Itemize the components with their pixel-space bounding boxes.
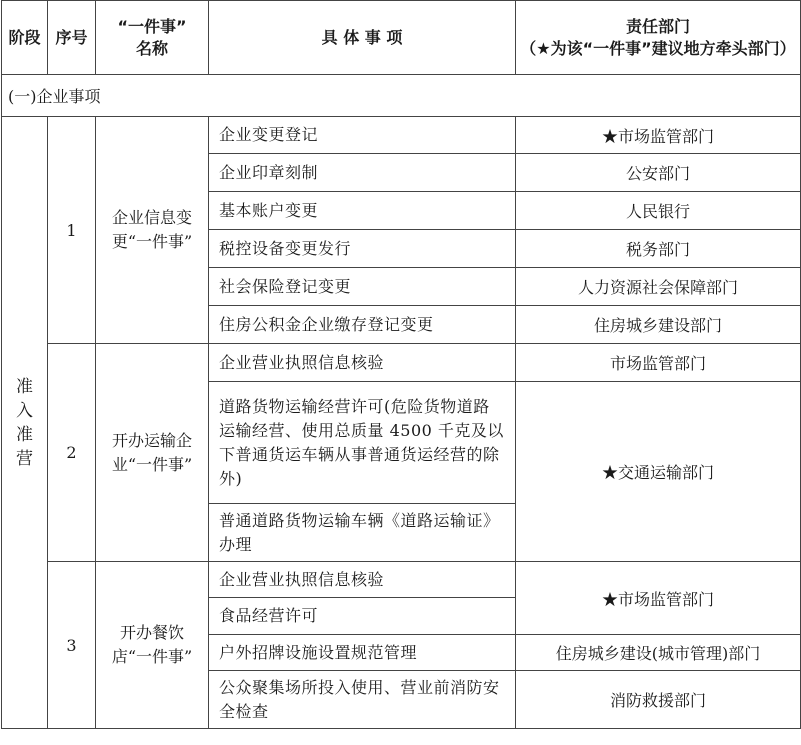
- item-cell: 户外招牌设施设置规范管理: [209, 635, 516, 671]
- dept-cell: 公安部门: [516, 154, 801, 192]
- dept-cell-merged: ★市场监管部门: [516, 562, 801, 635]
- responsibility-table: [1, 0, 801, 729]
- item-cell: 企业印章刻制: [209, 154, 516, 192]
- item-cell: 社会保险登记变更: [209, 268, 516, 306]
- header-items: 具 体 事 项: [209, 1, 516, 75]
- item-cell: 税控设备变更发行: [209, 230, 516, 268]
- dept-cell: 税务部门: [516, 230, 801, 268]
- item-cell: 企业变更登记: [209, 117, 516, 154]
- header-dept: [516, 1, 801, 75]
- dept-cell-merged: ★交通运输部门: [516, 382, 801, 562]
- item-cell: 道路货物运输经营许可(危险货物道路运输经营、使用总质量 4500 千克及以下普通货运车辆从事普通货运经营的除外): [209, 382, 516, 504]
- dept-cell: 市场监管部门: [516, 344, 801, 382]
- item-cell: 普通道路货物运输车辆《道路运输证》办理: [209, 504, 516, 562]
- dept-cell: 住房城乡建设部门: [516, 306, 801, 344]
- item-cell: 企业营业执照信息核验: [209, 562, 516, 598]
- header-name: [96, 1, 209, 75]
- dept-cell: 消防救援部门: [516, 671, 801, 729]
- stage-cell: [2, 117, 48, 729]
- header-dept-line1: 责任部门: [625, 16, 690, 36]
- header-seq: 序号: [48, 1, 96, 75]
- item-cell: 食品经营许可: [209, 598, 516, 635]
- stage-label: 准入准营: [16, 376, 33, 469]
- table-row: [2, 344, 801, 382]
- group-seq: 1: [48, 117, 96, 344]
- group-name: 企业信息变更“一件事”: [96, 117, 209, 344]
- table-row: [2, 562, 801, 598]
- group-name: 开办餐饮店“一件事”: [96, 562, 209, 729]
- header-name-line1: “一件事”: [117, 16, 187, 36]
- item-cell: 公众聚集场所投入使用、营业前消防安全检查: [209, 671, 516, 729]
- header-name-line2: 名称: [135, 38, 168, 58]
- group-name: 开办运输企业“一件事”: [96, 344, 209, 562]
- item-cell: 基本账户变更: [209, 192, 516, 230]
- header-dept-line2: （★为该“一件事”建议地方牵头部门）: [520, 38, 796, 58]
- item-cell: 企业营业执照信息核验: [209, 344, 516, 382]
- section-row: [2, 75, 801, 117]
- section-title: (一)企业事项: [2, 75, 801, 117]
- dept-cell: 住房城乡建设(城市管理)部门: [516, 635, 801, 671]
- dept-cell: ★市场监管部门: [516, 117, 801, 154]
- item-cell: 住房公积金企业缴存登记变更: [209, 306, 516, 344]
- table-header-row: [2, 1, 801, 75]
- table-row: [2, 117, 801, 154]
- group-seq: 2: [48, 344, 96, 562]
- header-stage: 阶段: [2, 1, 48, 75]
- group-seq: 3: [48, 562, 96, 729]
- dept-cell: 人民银行: [516, 192, 801, 230]
- dept-cell: 人力资源社会保障部门: [516, 268, 801, 306]
